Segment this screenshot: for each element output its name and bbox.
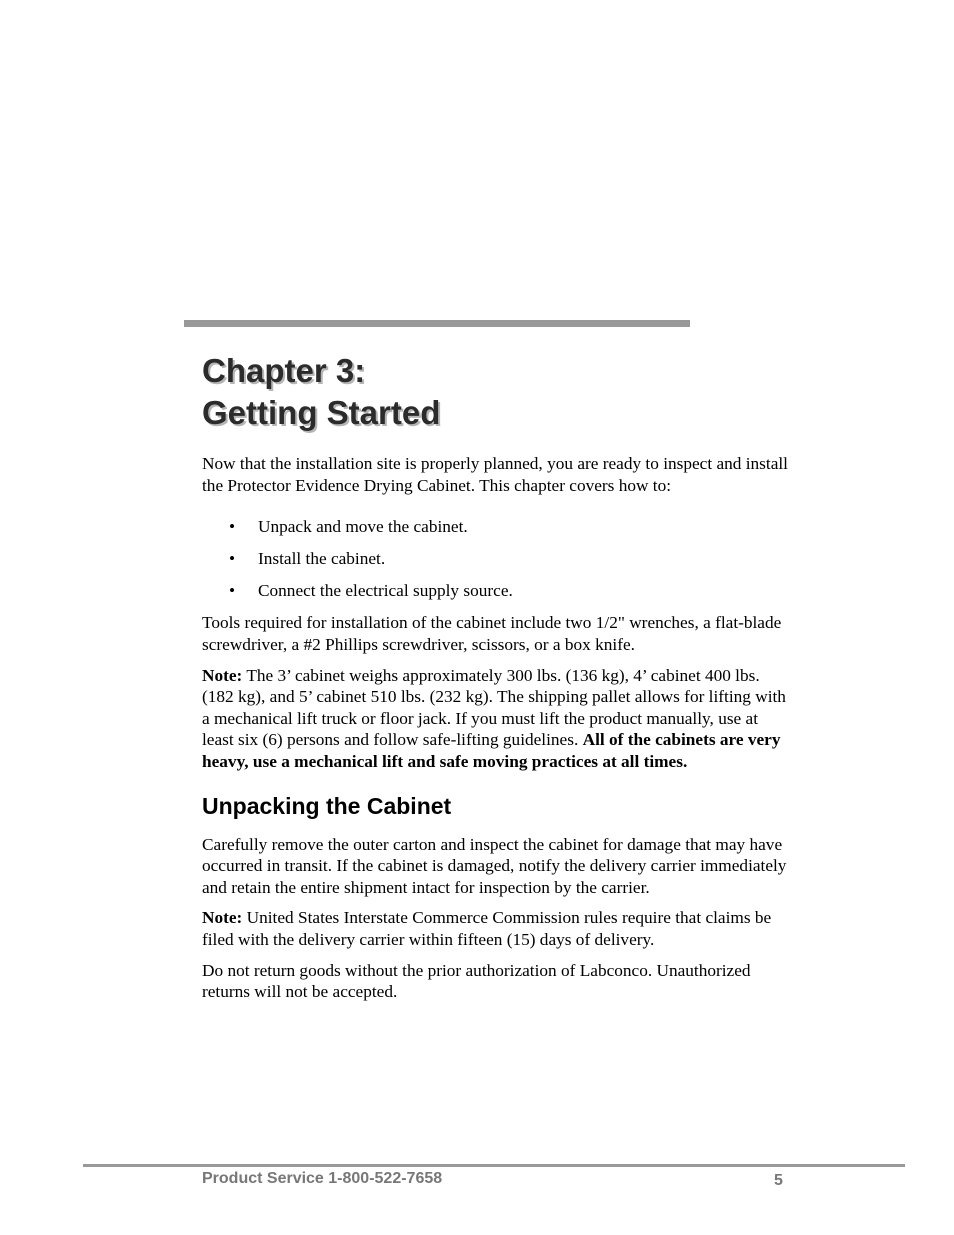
note-label: Note: xyxy=(202,908,243,928)
weight-note xyxy=(202,665,792,773)
bullet-icon: • xyxy=(229,517,236,537)
footer-rule xyxy=(83,1164,905,1167)
chapter-name: Getting Started xyxy=(202,394,441,431)
bullet-icon: • xyxy=(229,549,236,569)
tools-paragraph: Tools required for installation of the cabinet include two 1/2" wrenches, a flat-blade screwdriver, a #2 Phillips screwdriver, scissors, or a box knife. xyxy=(202,613,782,655)
page-number: 5 xyxy=(774,1172,783,1189)
task-list xyxy=(202,516,792,602)
intro-paragraph: Now that the installation site is properly planned, you are ready to inspect and install the Protector Evidence Drying Cabinet. This chapter covers how to: xyxy=(202,454,788,495)
bullet-icon: • xyxy=(229,581,236,601)
footer-service-line: Product Service 1-800-522-7658 xyxy=(202,1170,443,1187)
chapter-number: Chapter 3: xyxy=(202,352,366,389)
returns-paragraph: Do not return goods without the prior authorization of Labconco. Unauthorized returns will not be accepted. xyxy=(202,960,751,1002)
list-item: • Connect the electrical supply source. xyxy=(229,581,513,601)
chapter-rule xyxy=(184,320,690,327)
claims-note xyxy=(202,907,792,950)
note-text: The 3’ cabinet weighs approximately 300 lbs. (136 kg), 4’ cabinet 400 lbs. (182 kg), and 5’ cabinet 510 lbs. (232 kg). The shipping pallet allows for lifting with a mechanical lift truck or floor jack. If you must lift the product manually, use at least six (6) persons and follow safe-lifting guidelines. xyxy=(202,665,786,750)
list-item: • Install the cabinet. xyxy=(229,549,386,569)
note-text: United States Interstate Commerce Commission rules require that claims be filed with the delivery carrier within fifteen (15) days of delivery. xyxy=(202,908,772,949)
chapter-body xyxy=(202,453,792,1012)
note-label: Note: xyxy=(202,665,243,685)
section-heading: Unpacking the Cabinet xyxy=(202,792,452,819)
inspection-paragraph: Carefully remove the outer carton and inspect the cabinet for damage that may have occurred in transit. If the cabinet is damaged, notify the delivery carrier immediately and retain the entire shipment intact for inspection by the carrier. xyxy=(202,834,787,897)
chapter-title xyxy=(202,350,440,434)
safety-warning: All of the cabinets are very heavy, use a mechanical lift and safe moving practices at all times. xyxy=(202,730,781,772)
list-item: • Unpack and move the cabinet. xyxy=(229,517,468,537)
